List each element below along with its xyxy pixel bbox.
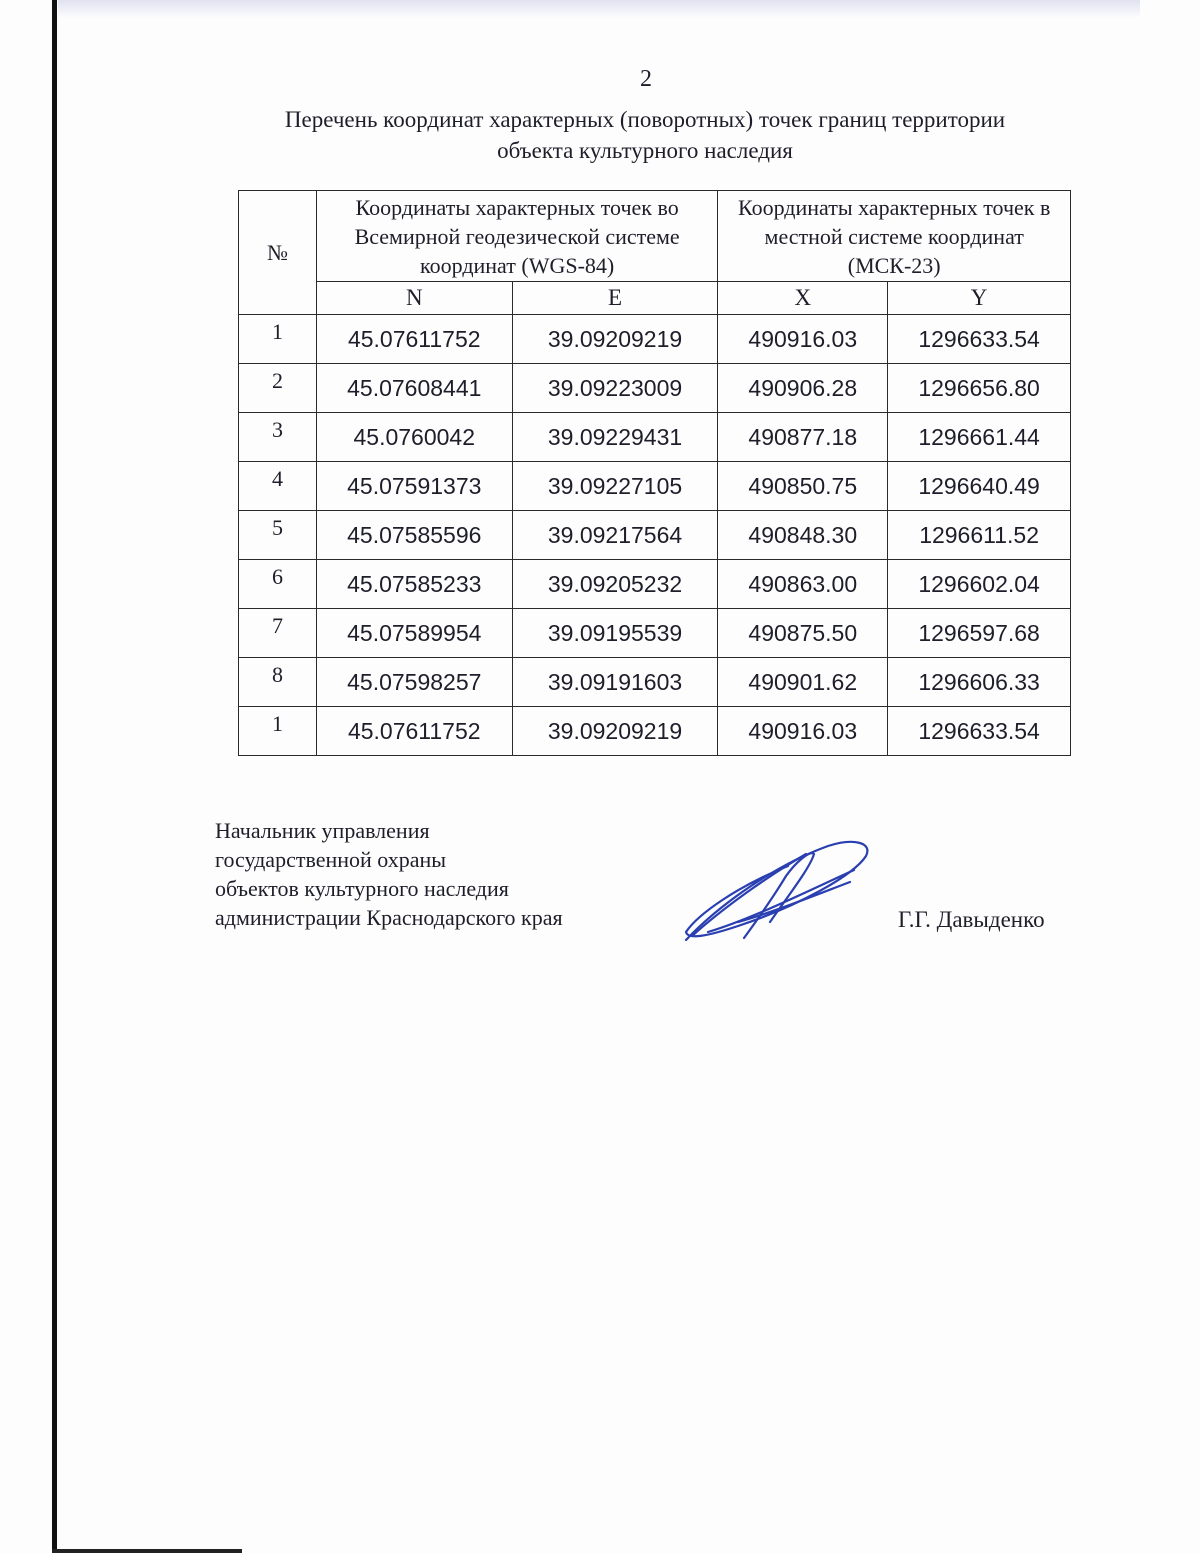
cell-n: 45.07591373 (316, 462, 512, 511)
cell-y: 1296602.04 (888, 560, 1071, 609)
point-number: 3 (239, 413, 317, 462)
cell-x: 490848.30 (718, 511, 888, 560)
cell-y: 1296606.33 (888, 658, 1071, 707)
cell-y: 1296633.54 (888, 315, 1071, 364)
handwritten-signature (678, 836, 878, 948)
cell-y: 1296656.80 (888, 364, 1071, 413)
header-number: № (239, 191, 317, 315)
title-line: объекта культурного наследия (497, 138, 793, 163)
title-line: Перечень координат характерных (поворотных) точек границ территории (284, 107, 1006, 132)
cell-n: 45.07608441 (316, 364, 512, 413)
scan-edge-bottom (52, 1549, 242, 1553)
point-number: 5 (239, 511, 317, 560)
signer-position-line: государственной охраны (215, 847, 447, 872)
point-number: 8 (239, 658, 317, 707)
cell-n: 45.07589954 (316, 609, 512, 658)
cell-x: 490875.50 (718, 609, 888, 658)
signer-position-line: администрации Краснодарского края (215, 905, 563, 930)
table-subheader-row (239, 282, 1071, 315)
cell-n: 45.07611752 (316, 315, 512, 364)
point-number: 2 (239, 364, 317, 413)
table-row (239, 462, 1071, 511)
cell-x: 490916.03 (718, 315, 888, 364)
point-number: 4 (239, 462, 317, 511)
table-row (239, 511, 1071, 560)
cell-n: 45.07598257 (316, 658, 512, 707)
header-n: N (316, 282, 512, 315)
cell-e: 39.09227105 (512, 462, 718, 511)
point-number: 7 (239, 609, 317, 658)
point-number: 6 (239, 560, 317, 609)
cell-e: 39.09223009 (512, 364, 718, 413)
signer-name: Г.Г. Давыденко (898, 907, 1045, 932)
cell-n: 45.07585233 (316, 560, 512, 609)
cell-x: 490877.18 (718, 413, 888, 462)
header-e: E (512, 282, 718, 315)
header-x: X (718, 282, 888, 315)
cell-y: 1296597.68 (888, 609, 1071, 658)
cell-y: 1296661.44 (888, 413, 1071, 462)
cell-e: 39.09195539 (512, 609, 718, 658)
scan-shadow (58, 0, 1140, 18)
coordinates-table (238, 190, 1071, 756)
cell-x: 490850.75 (718, 462, 888, 511)
table-row (239, 364, 1071, 413)
cell-x: 490916.03 (718, 707, 888, 756)
point-number: 1 (239, 315, 317, 364)
table-row (239, 707, 1071, 756)
cell-y: 1296633.54 (888, 707, 1071, 756)
cell-n: 45.07611752 (316, 707, 512, 756)
table-header-row (239, 191, 1071, 282)
point-number: 1 (239, 707, 317, 756)
cell-e: 39.09191603 (512, 658, 718, 707)
table-row (239, 658, 1071, 707)
signer-position (215, 816, 563, 932)
scan-edge-left (52, 0, 57, 1553)
cell-x: 490901.62 (718, 658, 888, 707)
cell-x: 490863.00 (718, 560, 888, 609)
header-msk23-group: Координаты характерных точек в местной системе координат (МСК-23) (718, 191, 1071, 282)
document-title (200, 104, 1090, 166)
cell-x: 490906.28 (718, 364, 888, 413)
cell-y: 1296611.52 (888, 511, 1071, 560)
cell-e: 39.09209219 (512, 707, 718, 756)
page-number: 2 (640, 66, 652, 92)
cell-n: 45.07585596 (316, 511, 512, 560)
table-row (239, 609, 1071, 658)
table-row (239, 315, 1071, 364)
cell-e: 39.09217564 (512, 511, 718, 560)
cell-e: 39.09209219 (512, 315, 718, 364)
cell-e: 39.09229431 (512, 413, 718, 462)
header-wgs84-group: Координаты характерных точек во Всемирной геодезической системе координат (WGS-84) (316, 191, 718, 282)
signer-position-line: объектов культурного наследия (215, 876, 509, 901)
table-row (239, 560, 1071, 609)
header-y: Y (888, 282, 1071, 315)
signer-position-line: Начальник управления (215, 818, 430, 843)
cell-y: 1296640.49 (888, 462, 1071, 511)
cell-n: 45.0760042 (316, 413, 512, 462)
table-row (239, 413, 1071, 462)
cell-e: 39.09205232 (512, 560, 718, 609)
